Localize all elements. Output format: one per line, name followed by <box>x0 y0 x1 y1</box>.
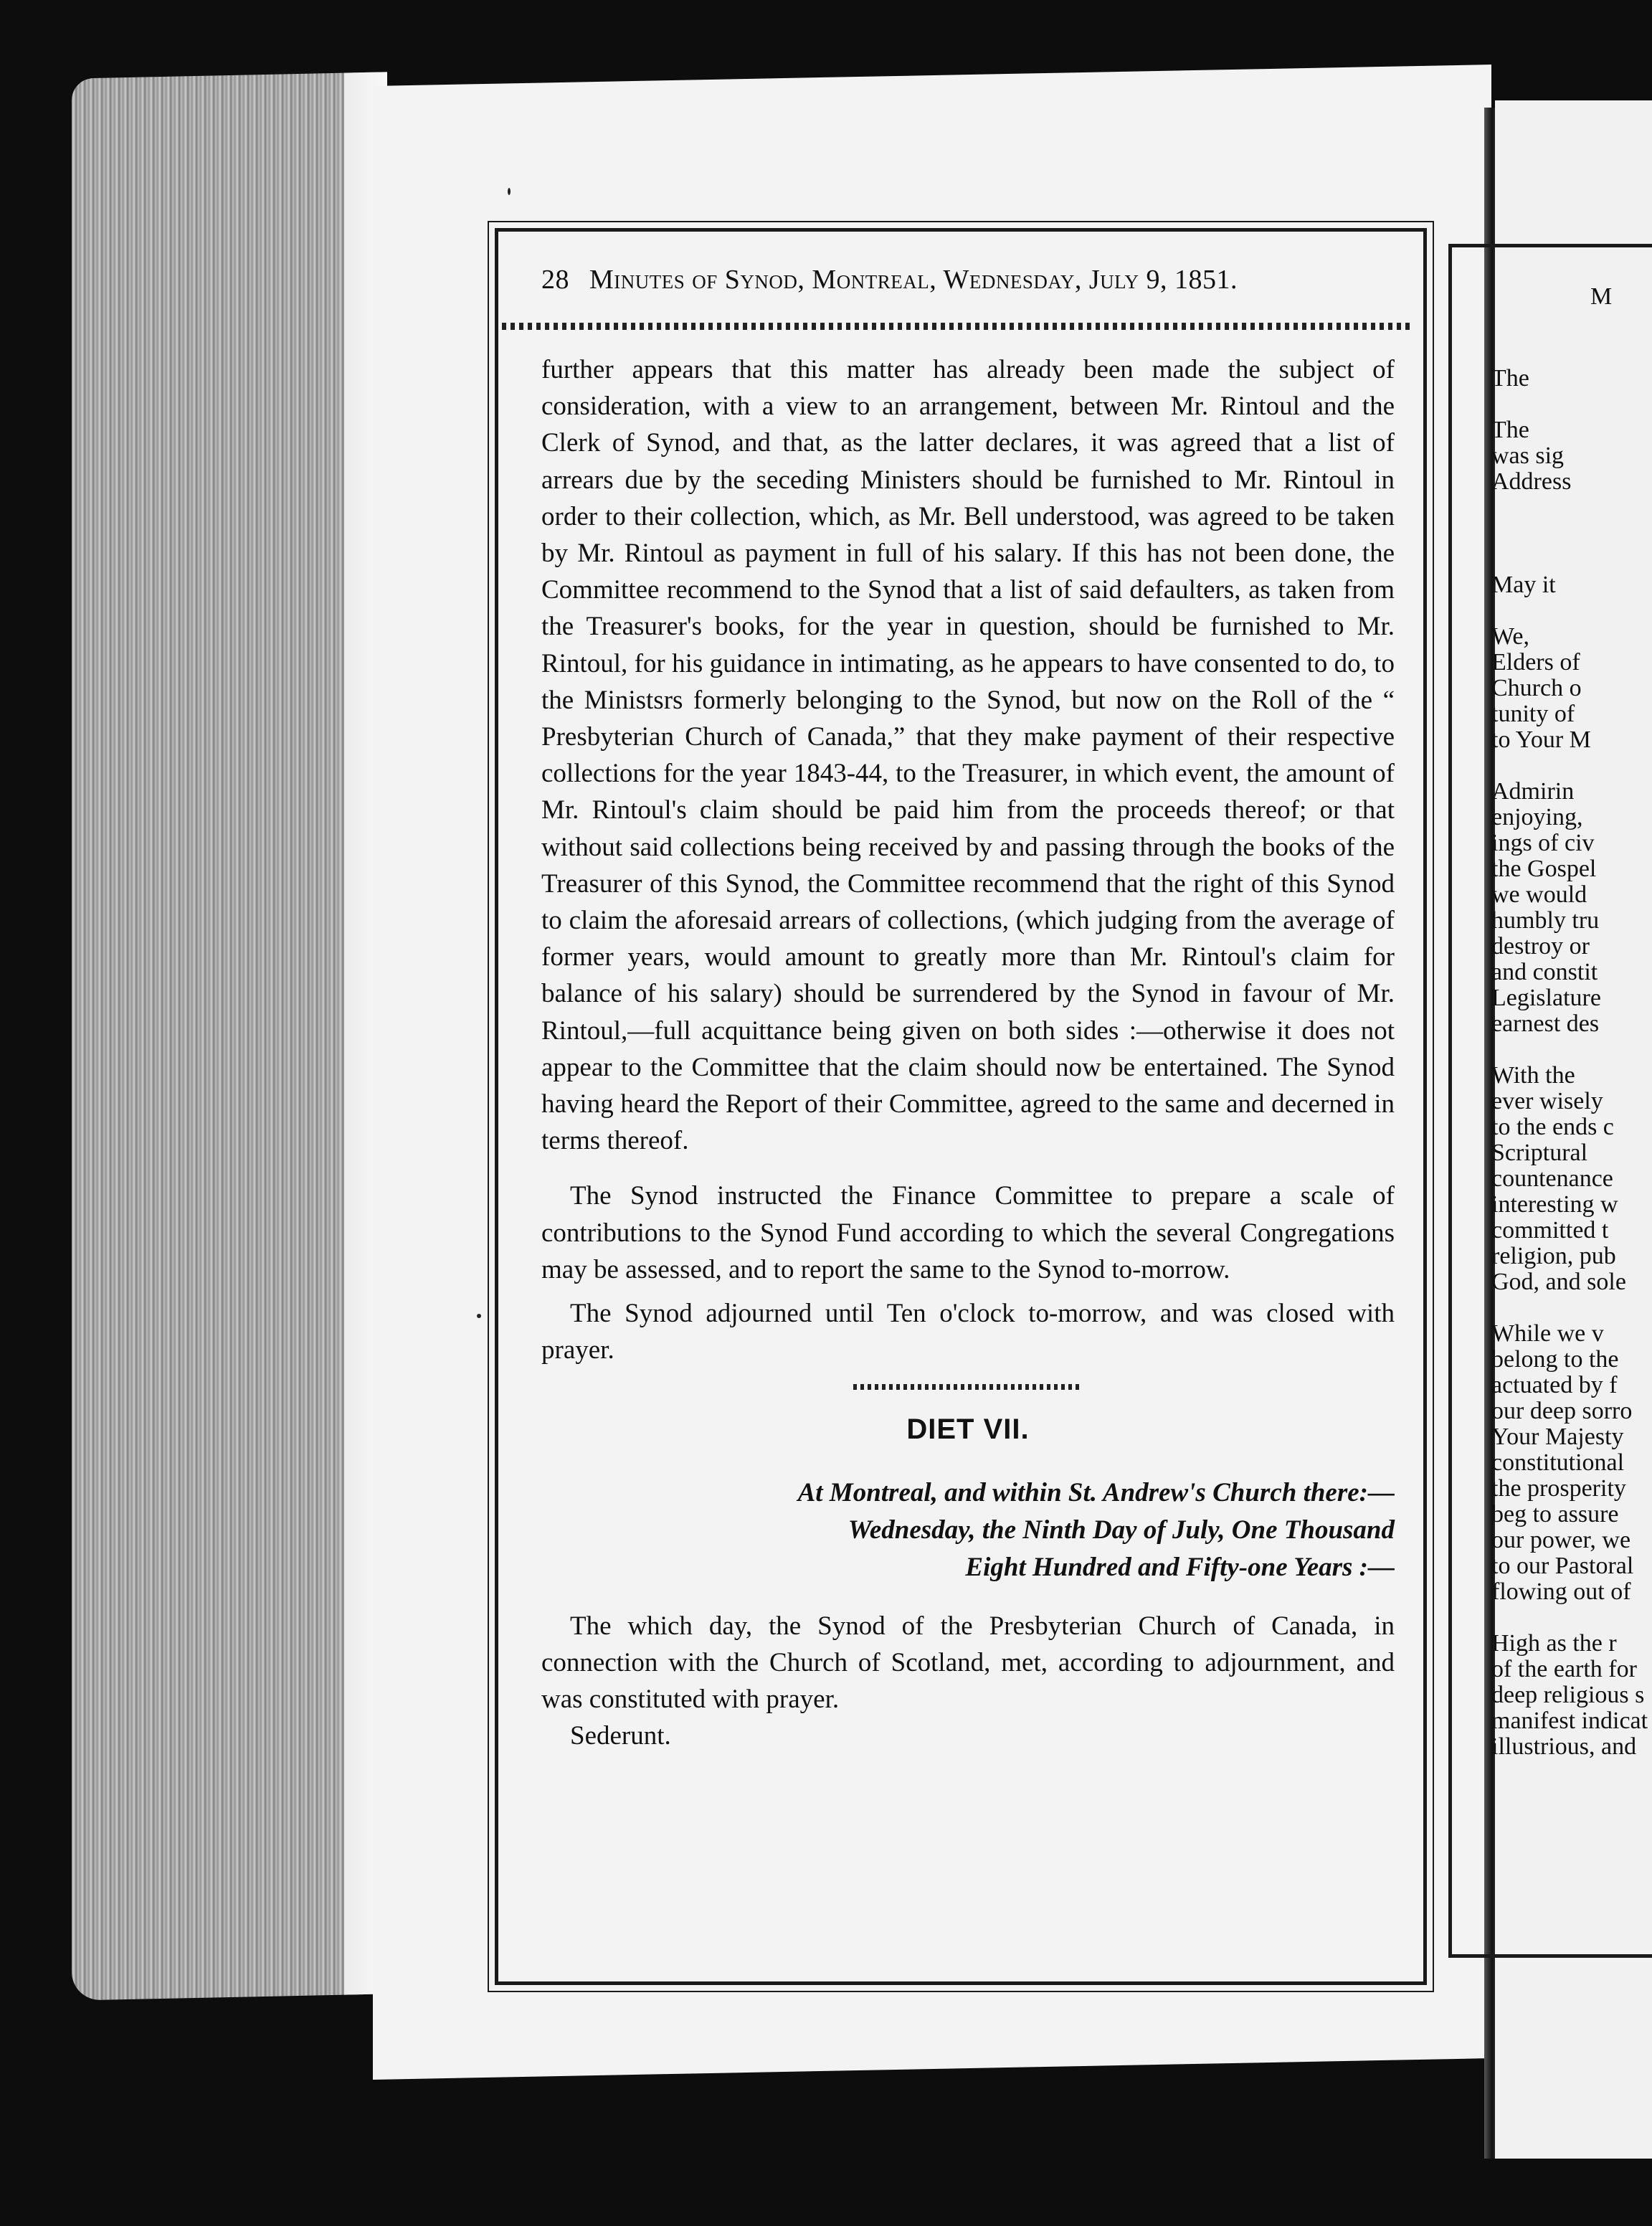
right-page-line: Legislature <box>1491 985 1601 1011</box>
right-page-line <box>1491 753 1649 779</box>
sederunt-label: Sederunt. <box>570 1721 671 1751</box>
right-page-line: interesting w <box>1491 1191 1618 1218</box>
right-page-line: With the <box>1491 1062 1575 1089</box>
place-line: At Montreal, and within St. Andrew's Church there:— <box>797 1477 1395 1507</box>
place-line: Eight Hundred and Fifty-one Years :— <box>965 1552 1395 1582</box>
right-page-line: we would <box>1491 881 1587 908</box>
right-page-line: tunity of <box>1491 701 1575 727</box>
right-page-line <box>1491 1037 1649 1063</box>
right-page-line: The <box>1491 417 1529 443</box>
right-page-line: manifest indicat <box>1491 1708 1648 1734</box>
page-number: 28 <box>541 265 569 295</box>
head-rule <box>502 323 1413 330</box>
paragraph-committee-report: further appears that this matter has already been made the subject of consideration, with a view to an arrangement, between Mr. Rintoul and the Clerk of Synod, and that, as the latter declares, it was agreed that a list of arrears due by the seceding Ministers should be furnished to Mr. Rintoul in order to their collection, which, as Mr. Bell understood, was agreed to be taken by Mr. Rintoul as payment in full of his salary. If this has not been done, the Committee recommend to the Synod that a list of said defaulters, as taken from the Treasurer's books, for the year in question, should be furnished to Mr. Rintoul, for his guidance in intimating, as he appears to have consented to do, to the Ministsrs formerly belonging to the Synod, but now on the Roll of the “ Presbyterian Church of Canada,” that they make payment of their respective collections for the year 1843-44, to the Treasurer, in which event, the amount of Mr. Rintoul's claim should be paid him from the proceeds thereof; or that without said collections being received by and passing through the books of the Treasurer of this Synod, the Committee recommend that the right of this Synod to claim the aforesaid arrears of collections, (which judging from the average of former years, would amount to greatly more than Mr. Rintoul's claim for balance of his salary) should be surrendered by the Synod in favour of Mr. Rintoul,—full acquittance being given on both sides :—otherwise it does not appear to the Committee that the claim should now be entertained. The Synod having heard the Report of their Committee, agreed to the same and decerned in terms thereof. <box>541 355 1395 1156</box>
right-page-line: the Gospel <box>1491 856 1597 882</box>
right-page-line: flowing out of <box>1491 1578 1631 1605</box>
right-page-line: Address <box>1491 468 1572 495</box>
right-running-head: M <box>1590 283 1613 310</box>
right-page-line <box>1491 598 1649 624</box>
page-body <box>541 351 1395 1755</box>
right-page-line: to the ends c <box>1491 1114 1614 1140</box>
book-page-edges <box>72 72 387 2000</box>
right-page-line: to Your M <box>1491 726 1591 753</box>
right-page-line: enjoying, <box>1491 804 1583 830</box>
right-page-line: ings of civ <box>1491 830 1595 856</box>
right-page-line: We, <box>1491 623 1529 650</box>
ink-speck <box>508 188 511 195</box>
right-page-line: Scriptural <box>1491 1140 1588 1166</box>
right-page-line: our power, we <box>1491 1527 1631 1553</box>
paragraph-finance-committee: The Synod instructed the Finance Committee to prepare a scale of contributions to the Synod Fund according to which the several Congregations may be assessed, and to report the same to the Synod to-morrow. <box>541 1181 1395 1284</box>
right-page-line: countenance <box>1491 1165 1613 1192</box>
right-page-line: illustrious, and <box>1491 1733 1637 1760</box>
right-page-line <box>1491 546 1649 572</box>
right-page-line: destroy or <box>1491 933 1590 960</box>
right-page-line: May it <box>1491 572 1556 598</box>
meeting-place-block <box>541 1474 1395 1586</box>
right-page-line: of the earth for <box>1491 1656 1637 1682</box>
right-page-line <box>1491 392 1649 417</box>
right-page-line: God, and sole <box>1491 1269 1626 1295</box>
running-head <box>541 264 1402 295</box>
right-page-line: Church o <box>1491 675 1582 701</box>
right-page-line: Elders of <box>1491 649 1580 676</box>
right-page-line: to our Pastoral <box>1491 1553 1634 1579</box>
diet-heading: DIET VII. <box>906 1413 1030 1446</box>
right-page-line: humbly tru <box>1491 907 1600 934</box>
right-page-line <box>1491 1295 1649 1321</box>
running-head-title: Minutes of Synod, Montreal, Wednesday, July 9, 1851. <box>589 265 1238 295</box>
right-page-line <box>1491 495 1649 521</box>
right-page-line: Your Majesty <box>1491 1424 1624 1450</box>
right-page-line: deep religious s <box>1491 1682 1645 1708</box>
right-page-line: constitutional <box>1491 1449 1625 1476</box>
right-page-line: religion, pub <box>1491 1243 1616 1269</box>
place-line: Wednesday, the Ninth Day of July, One Thousand <box>848 1515 1395 1545</box>
right-page-line: The <box>1491 366 1529 392</box>
right-page-line: While we v <box>1491 1320 1604 1347</box>
ink-speck <box>477 1314 481 1318</box>
right-page-line: actuated by f <box>1491 1372 1618 1398</box>
right-page-line: committed t <box>1491 1217 1609 1244</box>
right-page-line: ever wisely <box>1491 1088 1603 1114</box>
right-page-line: beg to assure <box>1491 1501 1619 1528</box>
right-page-line <box>1491 521 1649 546</box>
right-page-line: the prosperity <box>1491 1475 1626 1502</box>
right-page-line: belong to the <box>1491 1346 1619 1373</box>
paragraph-constitution: The which day, the Synod of the Presbyterian Church of Canada, in connection with the Church of Scotland, met, according to adjournment, and was constituted with prayer. <box>541 1611 1395 1715</box>
right-page-line <box>1491 1605 1649 1631</box>
right-page-line: High as the r <box>1491 1630 1617 1657</box>
right-page-line: Admirin <box>1491 778 1575 805</box>
paragraph-adjournment: The Synod adjourned until Ten o'clock to-morrow, and was closed with prayer. <box>541 1299 1395 1365</box>
right-page-line: earnest des <box>1491 1010 1600 1037</box>
right-page-line: was sig <box>1491 442 1565 469</box>
right-page-line: and constit <box>1491 959 1598 985</box>
right-page-text <box>1491 366 1649 1760</box>
right-page-line: our deep sorro <box>1491 1398 1633 1424</box>
section-divider <box>853 1384 1083 1390</box>
